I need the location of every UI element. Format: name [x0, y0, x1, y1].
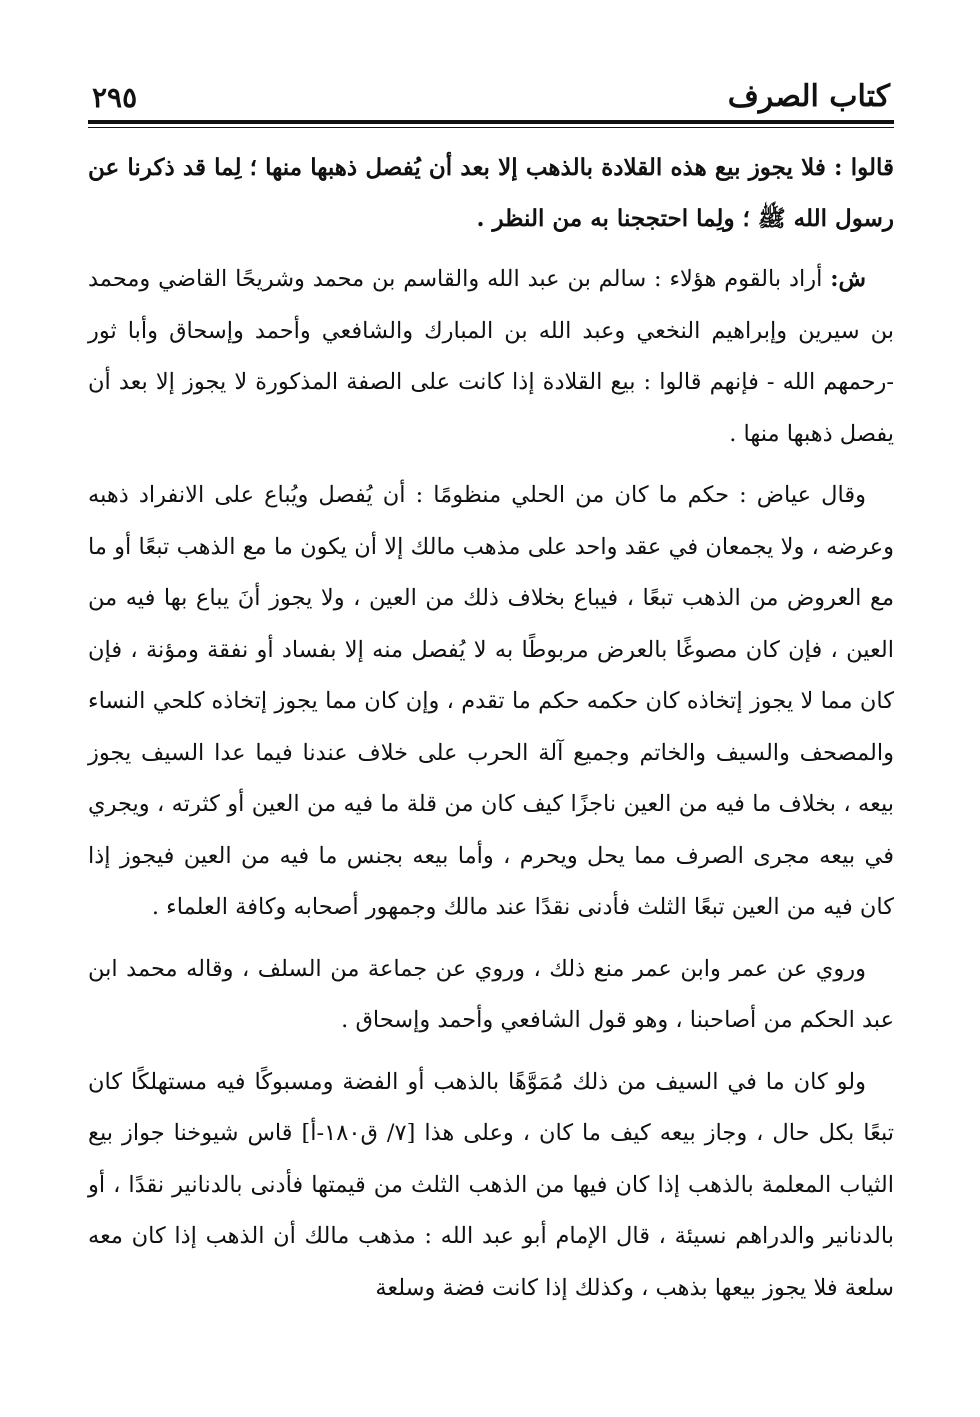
header-rule-thick [88, 120, 894, 124]
sharh-marker: ش: [830, 266, 866, 292]
paragraph-iyad: وقال عياض : حكم ما كان من الحلي منظومًا : أن يُفصل ويُباع على الانفراد ذهبه وعرضه ، ولا يجمعان في عقد واحد على مذهب مالك إلا أن يكون ما مع الذهب تبعًا أو ما مع العروض من الذهب تبعًا ، فيباع بخلاف ذلك من العين ، ولا يجوز أنَ يباع بها فيه من العين ، فإن كان مصوغًا بالعرض مربوطًا به لا يُفصل منه إلا بفساد أو نفقة ومؤنة ، فإن كان مما لا يجوز إتخاذه كان حكمه حكم ما تقدم ، وإن كان مما يجوز إتخاذه كلحي النساء والمصحف والسيف والخاتم وجميع آلة الحرب على خلاف عندنا فيما عدا السيف يجوز بيعه ، بخلاف ما فيه من العين ناجزًا كيف كان من قلة ما فيه من العين أو كثرته ، ويجري في بيعه مجرى الصرف مما يحل ويحرم ، وأما بيعه بجنس ما فيه من العين فيجوز إذا كان فيه من العين تبعًا الثلث فأدنى نقدًا عند مالك وجمهور أصحابه وكافة العلماء . [88, 482, 894, 920]
paragraph-sword: ولو كان ما في السيف من ذلك مُمَوَّهًا بالذهب أو الفضة ومسبوكًا فيه مستهلكًا كان تبعًا بكل حال ، وجاز بيعه كيف ما كان ، وعلى هذا [٧/ ق١٨٠-أ] قاس شيوخنا جواز بيع الثياب المعلمة بالذهب إذا كان فيها من الذهب الثلث من قيمتها فأدنى بالدنانير نقدًا ، أو بالدنانير والدراهم نسيئة ، قال الإمام أبو عبد الله : مذهب مالك أن الذهب إذا كان معه سلعة فلا يجوز بيعها بذهب ، وكذلك إذا كانت فضة وسلعة [88, 1068, 895, 1301]
commentary-paragraph [88, 254, 894, 460]
header-rule-thin [88, 127, 894, 128]
page-number: ٢٩٥ [92, 81, 138, 114]
commentary-text: أراد بالقوم هؤلاء : سالم بن عبد الله والقاسم بن محمد وشريحًا القاضي ومحمد بن سيرين وإبراهيم النخعي وعبد الله بن المبارك والشافعي وأحمد وإسحاق وأبا ثور -رحمهم الله - فإنهم قالوا : بيع القلادة إذا كانت على الصفة المذكورة لا يجوز إلا بعد أن يفصل ذهبها منها . [88, 266, 894, 447]
paragraph-umar: وروي عن عمر وابن عمر منع ذلك ، وروي عن جماعة من السلف ، وقاله محمد ابن عبد الحكم من أصاحبنا ، وهو قول الشافعي وأحمد وإسحاق . [88, 955, 894, 1033]
running-title: كتاب الصرف [727, 79, 890, 114]
page-header [88, 60, 894, 112]
matn-quote: قالوا : فلا يجوز بيع هذه القلادة بالذهب إلا بعد أن يُفصل ذهبها منها ؛ لِما قد ذكرنا عن رسول الله ﷺ ؛ ولِما احتججنا به من النظر . [88, 154, 894, 232]
book-page [88, 60, 894, 1314]
